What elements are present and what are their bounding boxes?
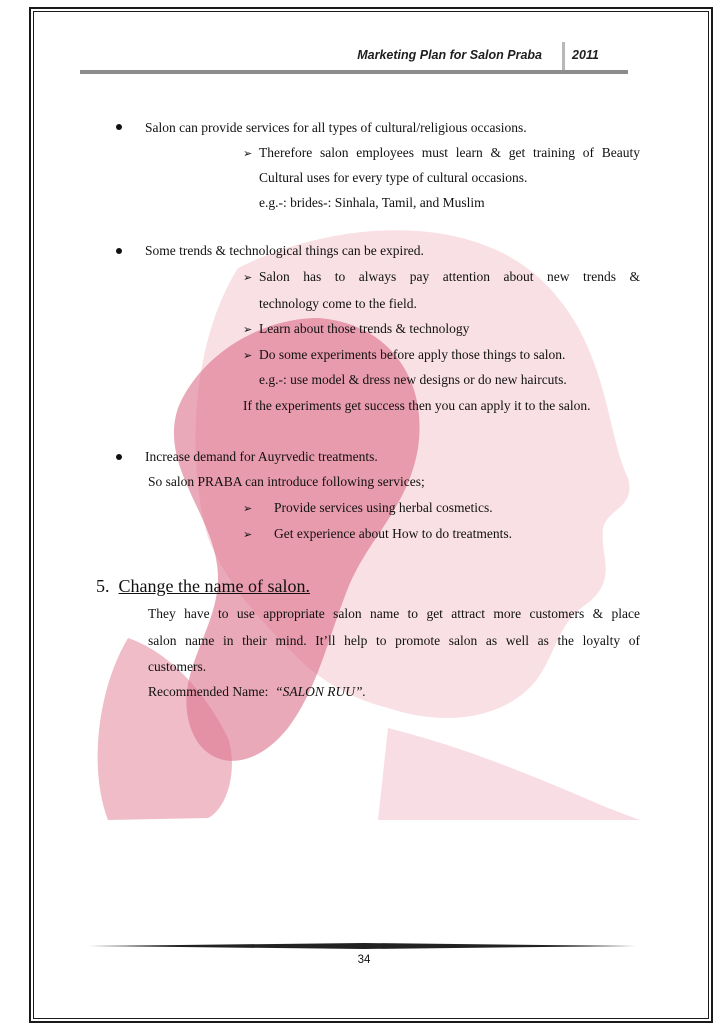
bullet-icon bbox=[116, 454, 122, 460]
section1-arrow1-line2: Cultural uses for every type of cultural occasions. bbox=[259, 170, 528, 185]
section2-arrow1-line2: technology come to the field. bbox=[259, 296, 417, 311]
section2-arrow3: Do some experiments before apply those things to salon. bbox=[259, 347, 566, 362]
section3-intro: So salon PRABA can introduce following services; bbox=[148, 474, 425, 489]
section5-paragraph-line1: They have to use appropriate salon name to get attract more customers & place bbox=[148, 606, 640, 621]
section5-recommended bbox=[148, 684, 366, 700]
section3-arrow2: Get experience about How to do treatments. bbox=[274, 526, 513, 541]
recommended-name: “SALON RUU”. bbox=[275, 684, 366, 699]
section2-conclusion: If the experiments get success then you can apply it to the salon. bbox=[243, 398, 591, 413]
section2-example: e.g.-: use model & dress new designs or do new haircuts. bbox=[259, 372, 567, 387]
header-year: 2011 bbox=[572, 48, 599, 62]
bullet-icon bbox=[116, 124, 122, 130]
section1-example: e.g.-: brides-: Sinhala, Tamil, and Muslim bbox=[259, 195, 485, 210]
bullet-icon bbox=[116, 248, 122, 254]
section2-arrow1-line1: Salon has to always pay attention about new trends & bbox=[259, 269, 640, 284]
arrow-bullet-icon: ➢ bbox=[243, 323, 253, 336]
arrow-bullet-icon: ➢ bbox=[243, 147, 253, 160]
arrow-bullet-icon: ➢ bbox=[243, 349, 253, 362]
section5-paragraph-line3: customers. bbox=[148, 659, 207, 674]
section1-arrow1-line1: Therefore salon employees must learn & get training of Beauty bbox=[259, 145, 640, 160]
section5-number: 5. bbox=[96, 576, 110, 596]
recommended-label: Recommended Name: bbox=[148, 684, 269, 699]
section5-paragraph-line2: salon name in their mind. It’ll help to promote salon as well as the loyalty of bbox=[148, 633, 640, 648]
section2-arrow2: Learn about those trends & technology bbox=[259, 321, 470, 336]
arrow-bullet-icon: ➢ bbox=[243, 271, 253, 284]
arrow-bullet-icon: ➢ bbox=[243, 502, 253, 515]
section3-arrow1: Provide services using herbal cosmetics. bbox=[274, 500, 493, 515]
section5-heading-text: Change the name of salon. bbox=[118, 576, 310, 596]
page-number: 34 bbox=[357, 954, 371, 966]
header-title: Marketing Plan for Salon Praba bbox=[357, 48, 542, 62]
arrow-bullet-icon: ➢ bbox=[243, 528, 253, 541]
section2-bullet-text: Some trends & technological things can be expired. bbox=[145, 243, 424, 258]
section1-bullet-text: Salon can provide services for all types of cultural/religious occasions. bbox=[145, 120, 527, 135]
section3-bullet-text: Increase demand for Auyrvedic treatments. bbox=[145, 449, 378, 464]
section5-heading bbox=[96, 576, 310, 597]
footer-rule bbox=[88, 943, 640, 949]
